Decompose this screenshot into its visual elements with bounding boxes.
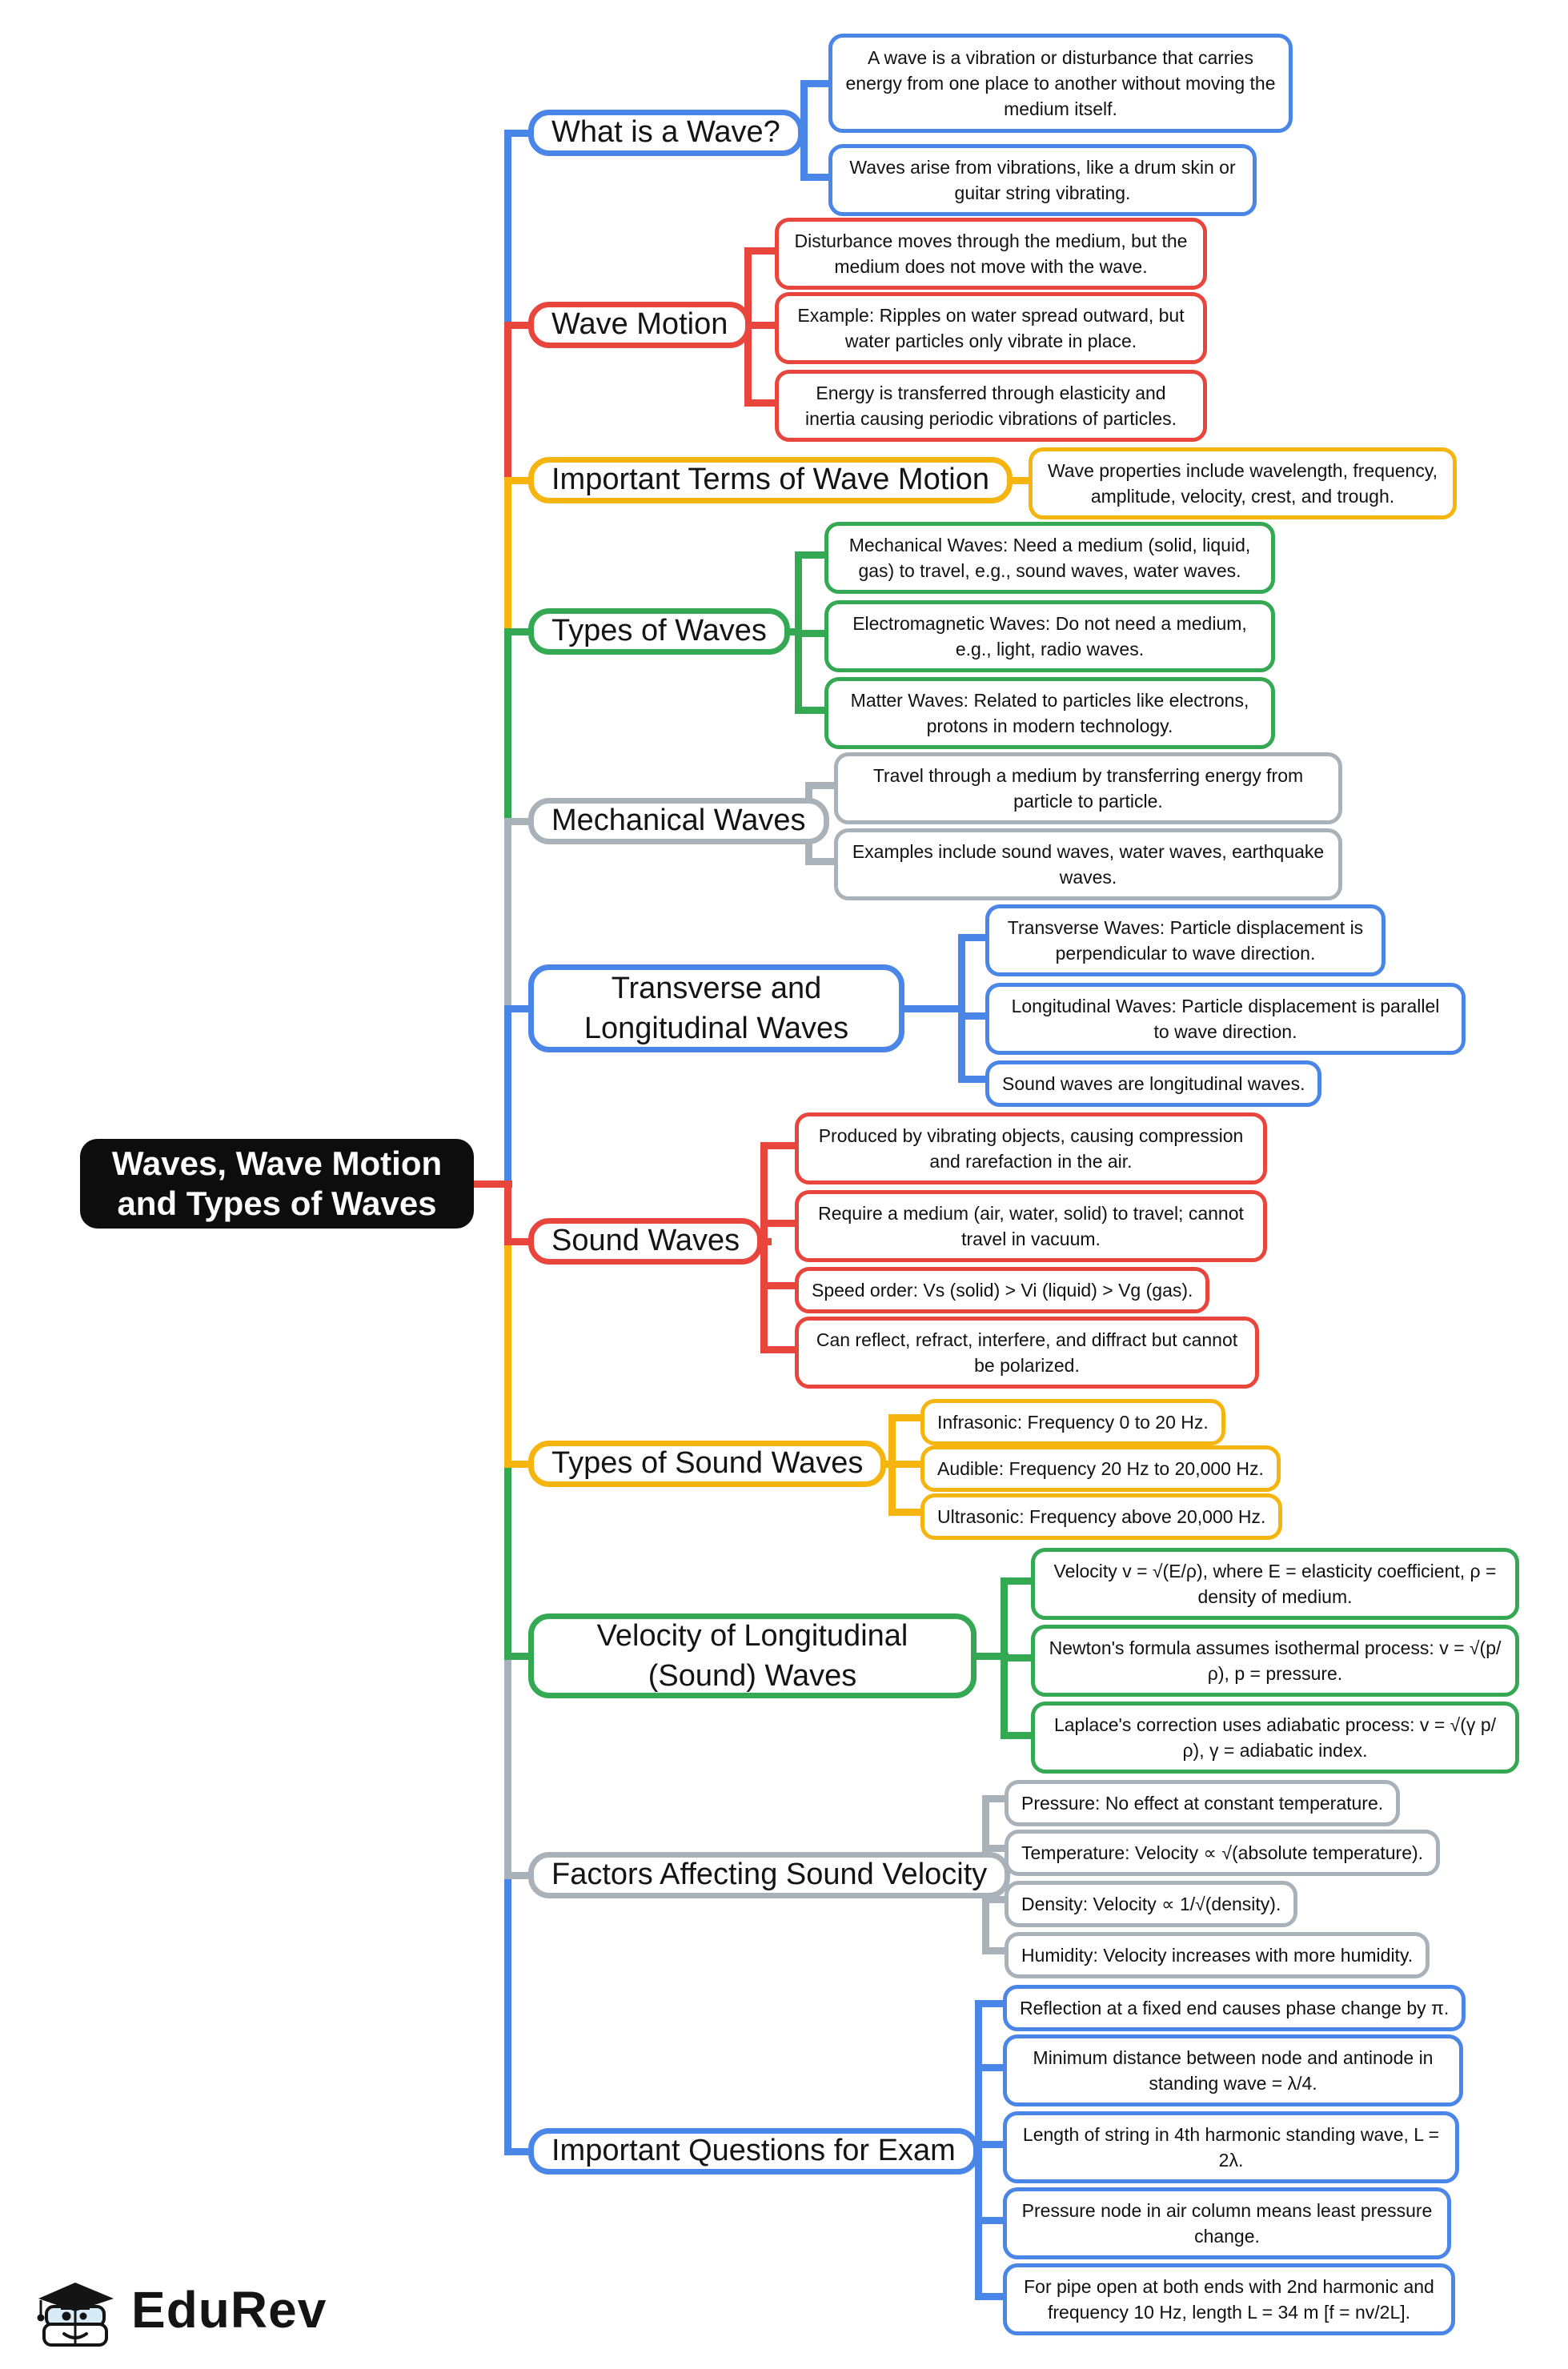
- note-audible: Audible: Frequency 20 Hz to 20,000 Hz.: [920, 1445, 1281, 1492]
- note-wave-origin: Waves arise from vibrations, like a drum skin or guitar string vibrating.: [828, 144, 1257, 216]
- edurev-logo: [32, 2271, 327, 2348]
- connector-line: [504, 130, 511, 328]
- connector-line: [504, 1872, 511, 2155]
- edurev-logo-icon: [32, 2271, 120, 2348]
- topic-mechanical-waves: Mechanical Waves: [528, 798, 829, 844]
- note-wave-properties: Wave properties include wavelength, frequency, amplitude, velocity, crest, and trough.: [1029, 447, 1457, 519]
- note-humidity-factor: Humidity: Velocity increases with more humidity.: [1005, 1932, 1430, 1978]
- connector-line: [504, 322, 511, 483]
- note-electromagnetic-type: Electromagnetic Waves: Do not need a medium, e.g., light, radio waves.: [824, 600, 1275, 672]
- topic-factors-sound-velocity: Factors Affecting Sound Velocity: [528, 1852, 1010, 1898]
- note-node-antinode: Minimum distance between node and antinode in standing wave = λ/4.: [1003, 2034, 1463, 2106]
- note-speed-order: Speed order: Vs (solid) > Vi (liquid) > Vg (gas).: [795, 1267, 1209, 1313]
- connector-line: [504, 477, 511, 635]
- note-longitudinal: Longitudinal Waves: Particle displacement is parallel to wave direction.: [985, 983, 1466, 1055]
- note-sound-produced: Produced by vibrating objects, causing compression and rarefaction in the air.: [795, 1112, 1267, 1184]
- topic-velocity-longitudinal: Velocity of Longitudinal (Sound) Waves: [528, 1613, 976, 1698]
- topic-types-of-waves: Types of Waves: [528, 608, 790, 655]
- note-infrasonic: Infrasonic: Frequency 0 to 20 Hz.: [920, 1399, 1225, 1445]
- edurev-wordmark: EduRev: [131, 2281, 327, 2339]
- connector-line: [504, 1180, 511, 1245]
- note-laplace-correction: Laplace's correction uses adiabatic process: v = √(γ p/ρ), γ = adiabatic index.: [1031, 1702, 1519, 1774]
- note-sound-medium: Require a medium (air, water, solid) to travel; cannot travel in vacuum.: [795, 1190, 1267, 1262]
- note-mechanical-examples: Examples include sound waves, water waves, earthquake waves.: [834, 828, 1342, 900]
- central-topic: Waves, Wave Motion and Types of Waves: [80, 1139, 474, 1229]
- topic-wave-motion: Wave Motion: [528, 302, 751, 348]
- note-pressure-node: Pressure node in air column means least pressure change.: [1003, 2187, 1451, 2259]
- note-energy-transfer: Energy is transferred through elasticity and inertia causing periodic vibrations of particles.: [775, 370, 1207, 442]
- note-sound-behavior: Can reflect, refract, interfere, and diffract but cannot be polarized.: [795, 1317, 1259, 1389]
- note-transverse: Transverse Waves: Particle displacement is perpendicular to wave direction.: [985, 904, 1386, 976]
- note-ripples-example: Example: Ripples on water spread outward, but water particles only vibrate in place.: [775, 292, 1207, 364]
- note-newton-formula: Newton's formula assumes isothermal process: v = √(p/ρ), p = pressure.: [1031, 1625, 1519, 1697]
- connector-line: [504, 1653, 511, 1878]
- connector-line: [958, 934, 965, 1083]
- topic-what-is-a-wave: What is a Wave?: [528, 110, 804, 156]
- note-disturbance: Disturbance moves through the medium, but the medium does not move with the wave.: [775, 218, 1207, 290]
- topic-sound-waves: Sound Waves: [528, 1218, 763, 1265]
- connector-line: [504, 1238, 511, 1467]
- note-temperature-factor: Temperature: Velocity ∝ √(absolute temperature).: [1005, 1830, 1440, 1876]
- note-mechanical-travel: Travel through a medium by transferring energy from particle to particle.: [834, 752, 1342, 824]
- note-reflection-phase: Reflection at a fixed end causes phase change by π.: [1003, 1985, 1466, 2031]
- note-pressure-factor: Pressure: No effect at constant temperature.: [1005, 1780, 1400, 1826]
- topic-important-questions: Important Questions for Exam: [528, 2128, 979, 2175]
- connector-line: [504, 628, 511, 824]
- connector-line: [504, 818, 511, 1012]
- note-matter-type: Matter Waves: Related to particles like electrons, protons in modern technology.: [824, 677, 1275, 749]
- topic-important-terms: Important Terms of Wave Motion: [528, 457, 1013, 503]
- note-mechanical-type: Mechanical Waves: Need a medium (solid, liquid, gas) to travel, e.g., sound waves, water waves.: [824, 522, 1275, 594]
- note-sound-longitudinal: Sound waves are longitudinal waves.: [985, 1060, 1321, 1107]
- note-ultrasonic: Ultrasonic: Frequency above 20,000 Hz.: [920, 1493, 1282, 1540]
- connector-line: [504, 1005, 511, 1187]
- topic-types-of-sound: Types of Sound Waves: [528, 1441, 886, 1487]
- note-open-pipe: For pipe open at both ends with 2nd harmonic and frequency 10 Hz, length L = 34 m [f = nv/2L].: [1003, 2263, 1455, 2335]
- note-wave-definition: A wave is a vibration or disturbance that carries energy from one place to another without moving the medium itself.: [828, 34, 1293, 133]
- connector-line: [504, 1461, 511, 1659]
- note-density-factor: Density: Velocity ∝ 1/√(density).: [1005, 1881, 1297, 1927]
- note-fourth-harmonic: Length of string in 4th harmonic standing wave, L = 2λ.: [1003, 2111, 1459, 2183]
- topic-transverse-longitudinal: Transverse and Longitudinal Waves: [528, 964, 904, 1052]
- note-velocity-formula: Velocity v = √(E/ρ), where E = elasticity coefficient, ρ = density of medium.: [1031, 1548, 1519, 1620]
